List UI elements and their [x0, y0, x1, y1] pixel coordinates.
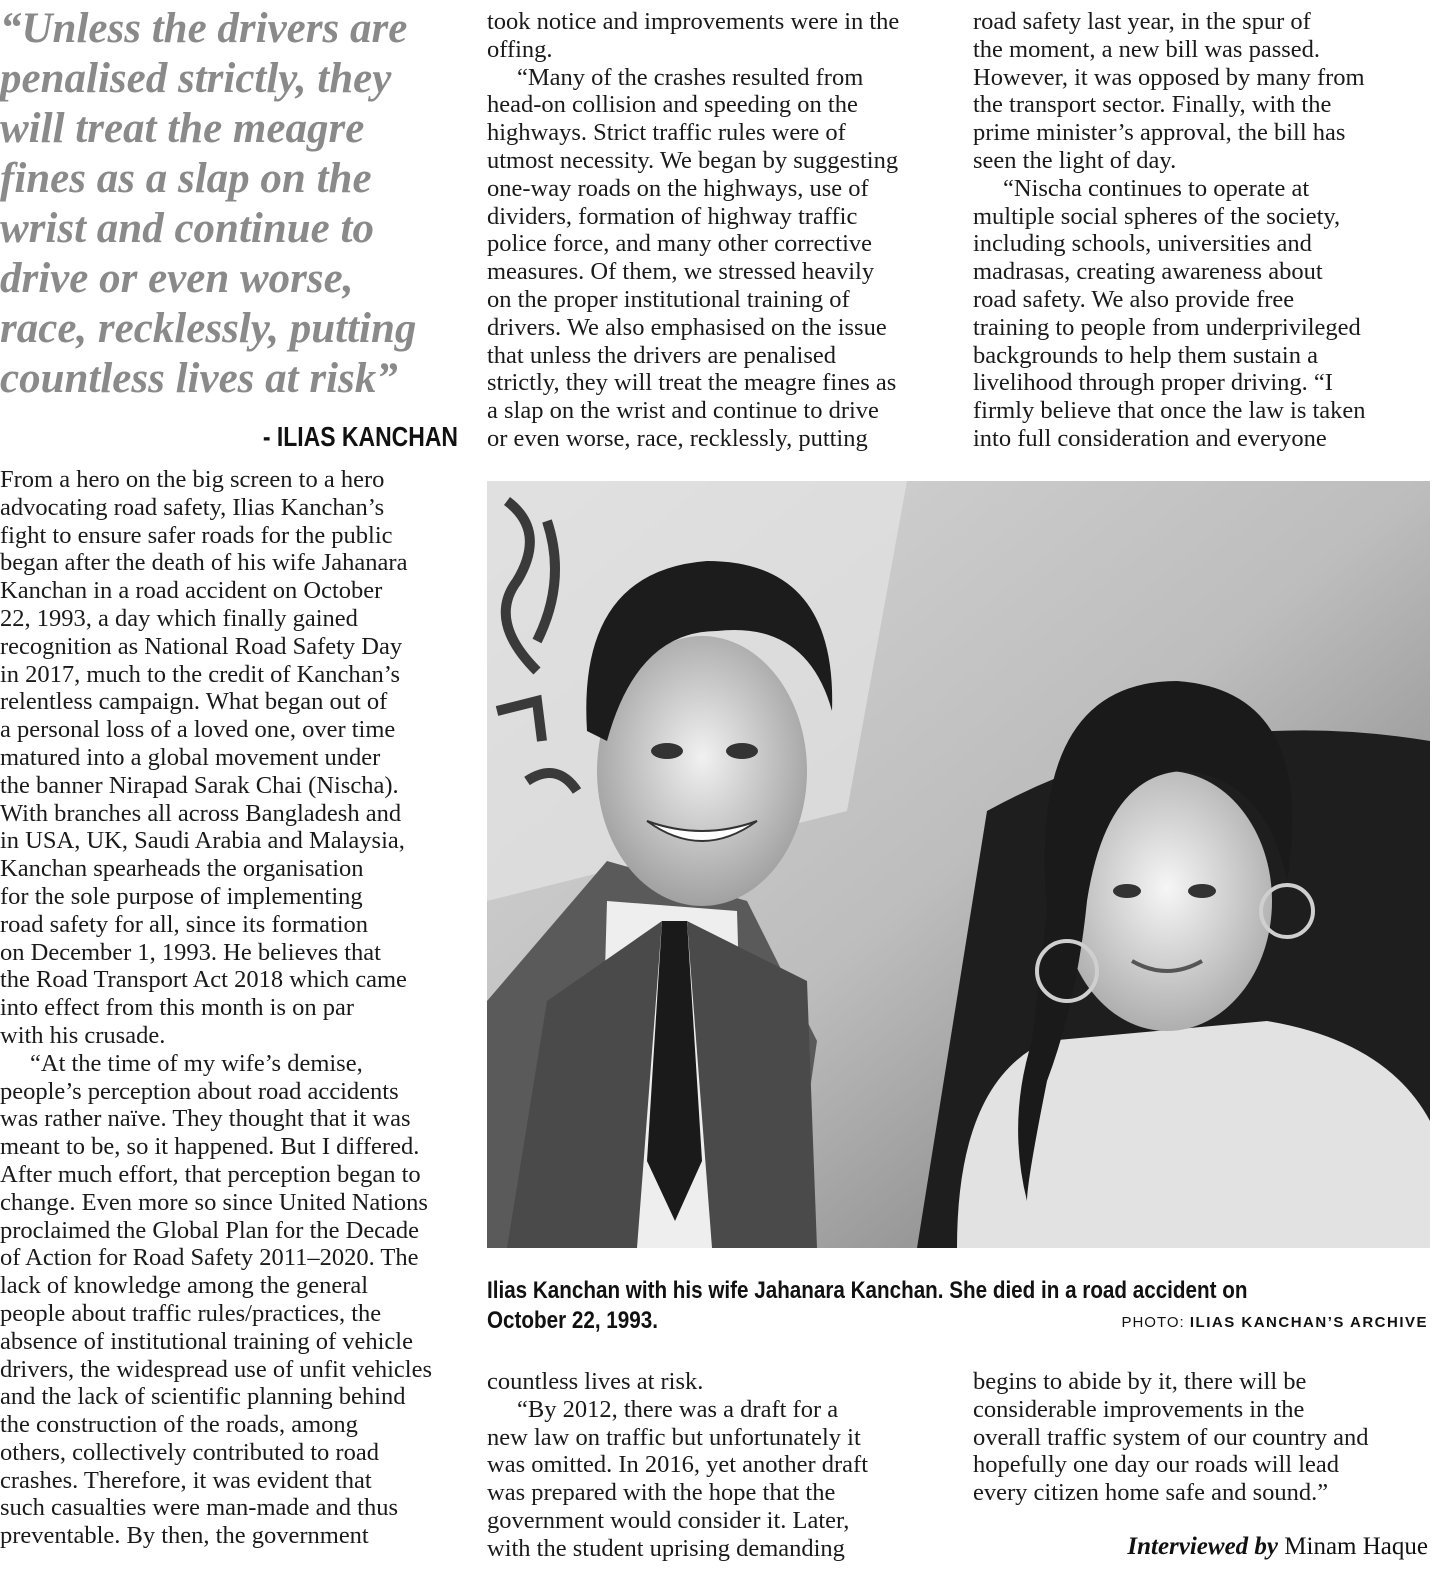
article-line: the Road Transport Act 2018 which came	[0, 966, 407, 994]
article-line: and the lack of scientific planning behind	[0, 1383, 406, 1411]
article-line: 22, 1993, a day which finally gained	[0, 604, 358, 632]
article-line: preventable. By then, the government	[0, 1522, 369, 1550]
photo-credit-source: ILIAS KANCHAN’S ARCHIVE	[1189, 1314, 1428, 1331]
article-column-3-bottom	[973, 1368, 1428, 1507]
article-line: backgrounds to help them sustain a	[973, 341, 1318, 369]
article-line: that unless the drivers are penalised	[487, 341, 837, 369]
article-line: one-way roads on the highways, use of	[487, 174, 869, 202]
article-line: begins to abide by it, there will be	[973, 1368, 1307, 1395]
article-line: seen the light of day.	[973, 146, 1177, 174]
article-column-2-top	[487, 8, 957, 453]
article-photo	[487, 481, 1430, 1248]
article-line: on the proper institutional training of	[487, 285, 850, 313]
article-line: or even worse, race, recklessly, putting	[487, 424, 868, 452]
article-line: considerable improvements in the	[973, 1395, 1305, 1423]
article-line: a slap on the wrist and continue to drive	[487, 397, 879, 425]
article-column-1	[0, 466, 462, 1550]
article-line: people about traffic rules/practices, the	[0, 1299, 382, 1327]
article-line: overall traffic system of our country and	[973, 1423, 1369, 1451]
article-line: such casualties were man-made and thus	[0, 1494, 398, 1522]
pull-quote-line: fines as a slap on the	[0, 155, 372, 202]
article-column-2-bottom	[487, 1368, 957, 1563]
article-line: drivers, the widespread use of unfit vehicles	[0, 1355, 433, 1383]
article-line: into effect from this month is on par	[0, 994, 355, 1022]
article-line: “Many of the crashes resulted from	[517, 63, 864, 91]
article-line: fight to ensure safer roads for the public	[0, 521, 393, 549]
article-line: road safety. We also provide free	[973, 285, 1295, 313]
article-line: livelihood through proper driving. “I	[973, 369, 1333, 397]
article-line: prime minister’s approval, the bill has	[973, 119, 1346, 147]
article-line: new law on traffic but unfortunately it	[487, 1423, 861, 1451]
article-line: road safety last year, in the spur of	[973, 8, 1311, 35]
article-line: absence of institutional training of vehicle	[0, 1327, 413, 1355]
article-line: police force, and many other corrective	[487, 230, 873, 258]
pull-quote-line: countless lives at risk”	[0, 355, 398, 402]
article-line: madrasas, creating awareness about	[973, 258, 1323, 286]
byline-author: Minam Haque	[1284, 1533, 1428, 1560]
article-line: highways. Strict traffic rules were of	[487, 119, 846, 147]
article-line: Kanchan spearheads the organisation	[0, 855, 364, 883]
article-line: people’s perception about road accidents	[0, 1077, 399, 1105]
pull-quote-line: drive or even worse,	[0, 255, 354, 302]
article-line: recognition as National Road Safety Day	[0, 632, 403, 660]
article-line: relentless campaign. What began out of	[0, 688, 388, 716]
article-line: road safety for all, since its formation	[0, 910, 369, 938]
photo-caption-line-1: Ilias Kanchan with his wife Jahanara Kanchan. She died in a road accident on	[487, 1277, 1248, 1304]
article-line: the moment, a new bill was passed.	[973, 35, 1321, 63]
article-line: began after the death of his wife Jahanara	[0, 549, 408, 577]
article-line: the banner Nirapad Sarak Chai (Nischa).	[0, 771, 399, 799]
article-line: training to people from underprivileged	[973, 313, 1361, 341]
photo-credit	[1121, 1314, 1428, 1331]
article-line: the construction of the roads, among	[0, 1411, 358, 1439]
article-line: “At the time of my wife’s demise,	[30, 1049, 363, 1077]
article-line: in 2017, much to the credit of Kanchan’s	[0, 660, 401, 688]
pull-quote	[0, 4, 440, 404]
article-line: others, collectively contributed to road	[0, 1438, 379, 1466]
article-line: government would consider it. Later,	[487, 1506, 850, 1534]
article-line: utmost necessity. We began by suggesting	[487, 146, 899, 174]
article-line: was prepared with the hope that the	[487, 1479, 836, 1507]
article-line: With branches all across Bangladesh and	[0, 799, 402, 827]
article-line: strictly, they will treat the meagre fines as	[487, 369, 897, 397]
article-line: for the sole purpose of implementing	[0, 882, 363, 910]
article-line: countless lives at risk.	[487, 1368, 704, 1395]
article-line: advocating road safety, Ilias Kanchan’s	[0, 493, 385, 521]
article-column-3-top	[973, 8, 1428, 453]
article-line: After much effort, that perception began to	[0, 1160, 421, 1188]
article-line: drivers. We also emphasised on the issue	[487, 313, 887, 341]
article-line: was rather naïve. They thought that it was	[0, 1105, 411, 1133]
article-line: lack of knowledge among the general	[0, 1272, 369, 1300]
article-line: However, it was opposed by many from	[973, 63, 1365, 91]
article-line: in USA, UK, Saudi Arabia and Malaysia,	[0, 827, 405, 855]
pull-quote-line: wrist and continue to	[0, 205, 374, 252]
article-line: change. Even more so since United Nations	[0, 1188, 428, 1216]
article-line: “Nischa continues to operate at	[1003, 174, 1310, 202]
pull-quote-line: race, recklessly, putting	[0, 305, 417, 352]
couple-photo-illustration	[487, 481, 1430, 1248]
article-line: “By 2012, there was a draft for a	[517, 1395, 839, 1423]
article-line: crashes. Therefore, it was evident that	[0, 1466, 372, 1494]
article-line: a personal loss of a loved one, over time	[0, 716, 396, 744]
article-line: meant to be, so it happened. But I differed.	[0, 1133, 420, 1161]
byline	[1127, 1533, 1428, 1561]
pull-quote-line: will treat the meagre	[0, 105, 365, 152]
article-line: multiple social spheres of the society,	[973, 202, 1341, 230]
article-line: dividers, formation of highway traffic	[487, 202, 858, 230]
article-line: into full consideration and everyone	[973, 424, 1327, 452]
article-line: matured into a global movement under	[0, 743, 381, 771]
article-line: measures. Of them, we stressed heavily	[487, 258, 875, 286]
article-line: head-on collision and speeding on the	[487, 91, 858, 119]
article-line: including schools, universities and	[973, 230, 1312, 258]
article-line: From a hero on the big screen to a hero	[0, 466, 385, 493]
article-line: offing.	[487, 35, 553, 63]
article-line: proclaimed the Global Plan for the Decade	[0, 1216, 420, 1244]
article-line: with the student uprising demanding	[487, 1534, 845, 1562]
article-line: with his crusade.	[0, 1021, 166, 1049]
article-line: of Action for Road Safety 2011–2020. The	[0, 1244, 419, 1272]
article-line: firmly believe that once the law is taken	[973, 397, 1366, 425]
article-line: every citizen home safe and sound.”	[973, 1479, 1329, 1507]
article-line: the transport sector. Finally, with the	[973, 91, 1332, 119]
pull-quote-attribution: - ILIAS KANCHAN	[262, 421, 458, 452]
article-line: on December 1, 1993. He believes that	[0, 938, 381, 966]
pull-quote-line: penalised strictly, they	[0, 55, 392, 102]
article-line: Kanchan in a road accident on October	[0, 577, 383, 605]
photo-caption-line-2: October 22, 1993.	[487, 1307, 658, 1334]
byline-label: Interviewed by	[1127, 1533, 1279, 1560]
pull-quote-line: “Unless the drivers are	[0, 5, 408, 52]
photo-credit-label: PHOTO:	[1121, 1314, 1190, 1331]
article-line: hopefully one day our roads will lead	[973, 1451, 1340, 1479]
article-line: took notice and improvements were in the	[487, 8, 900, 35]
article-line: was omitted. In 2016, yet another draft	[487, 1451, 869, 1479]
